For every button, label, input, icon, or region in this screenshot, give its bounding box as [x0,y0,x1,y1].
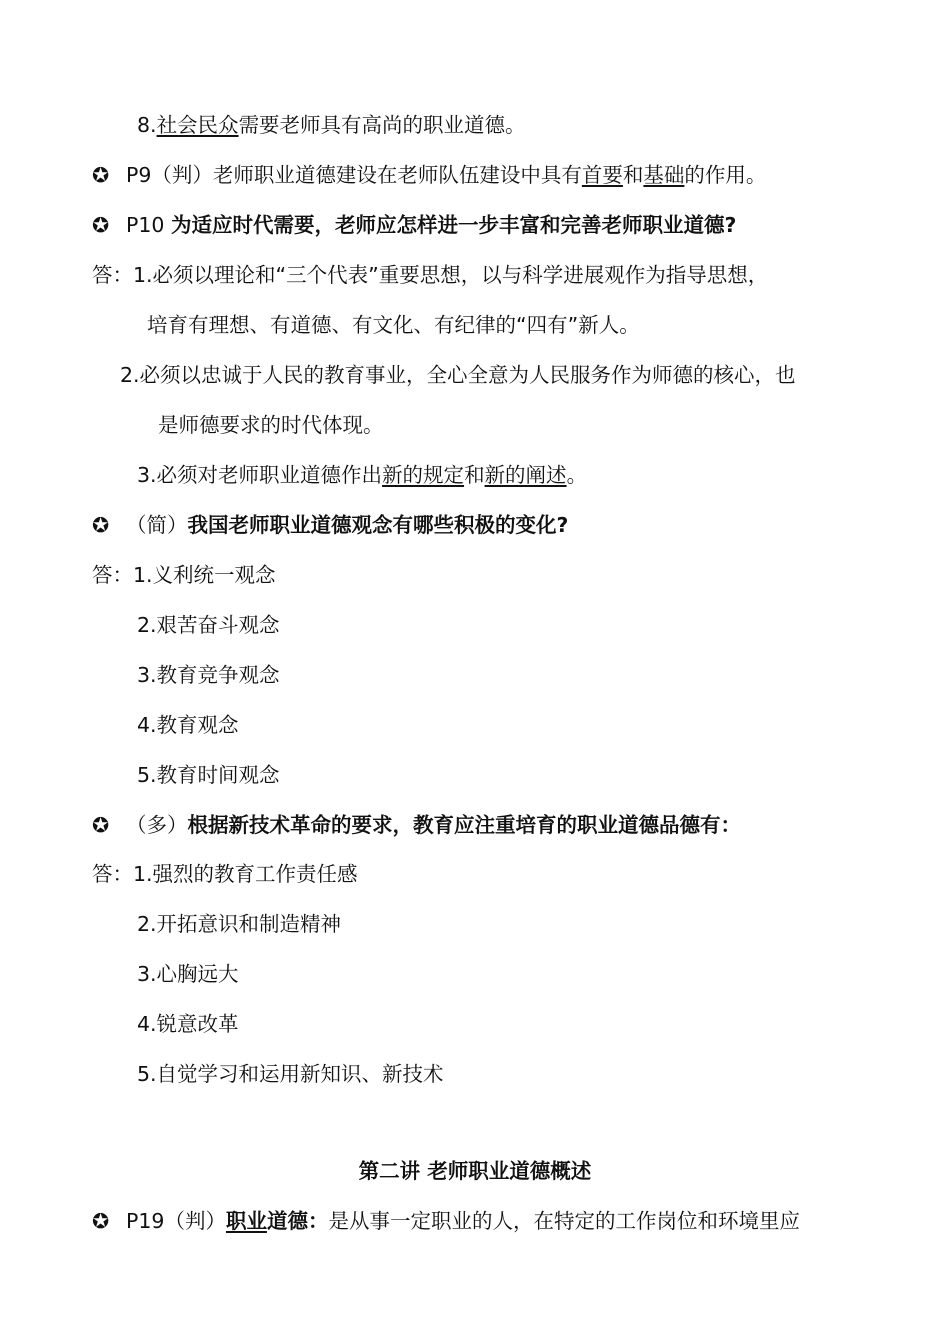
question-p10: ✪ P10 为适应时代需要，老师应怎样进一步丰富和完善老师职业道德? [92,210,736,240]
list-item: 3.心胸远大 [137,962,239,986]
underlined-term: 首要 [581,163,623,187]
underlined-term: 新的阐述 [484,463,567,487]
star-bullet-icon: ✪ [92,163,110,187]
answer-line: 3.必须对老师职业道德作出新的规定和新的阐述。 [137,463,588,487]
answer-line: 答：1.必须以理论和“三个代表”重要思想，以与科学进展观作为指导思想， [92,263,769,287]
answer-label: 答： [92,563,133,587]
underlined-term: 基础 [643,163,685,187]
list-item: 2.开拓意识和制造精神 [137,912,342,936]
list-item: 3.教育竞争观念 [137,663,280,687]
answer-line: 培育有理想、有道德、有文化、有纪律的“四有”新人。 [147,313,640,337]
star-bullet-icon: ✪ [92,1209,110,1233]
list-item: 5.教育时间观念 [137,763,280,787]
answer-label: 答： [92,862,133,886]
star-bullet-icon: ✪ [92,813,110,837]
answer-line: 2.必须以忠诚于人民的教育事业，全心全意为人民服务作为师德的核心，也 [120,363,796,387]
answer-line: 是师德要求的时代体现。 [158,413,384,437]
question-p9: ✪ P9（判）老师职业道德建设在老师队伍建设中具有首要和基础的作用。 [92,160,766,190]
underlined-term: 新的规定 [382,463,465,487]
list-item: 5.自觉学习和运用新知识、新技术 [137,1062,444,1086]
question-duo: ✪ （多）根据新技术革命的要求，教育应注重培育的职业道德品德有： [92,810,741,840]
section-title: 第二讲 老师职业道德概述 [358,1159,592,1183]
list-item: 8.社会民众需要老师具有高尚的职业道德。 [137,113,526,137]
underlined-term: 社会民众 [156,113,239,137]
list-item: 4.锐意改革 [137,1012,239,1036]
question-p19: ✪ P19（判）职业道德：是从事一定职业的人，在特定的工作岗位和环境里应 [92,1206,800,1236]
answer-line: 答：1.义利统一观念 [92,563,276,587]
answer-line: 答：1.强烈的教育工作责任感 [92,862,358,886]
answer-label: 答： [92,263,133,287]
list-item: 4.教育观念 [137,713,239,737]
question-jian: ✪ （简）我国老师职业道德观念有哪些积极的变化? [92,510,568,540]
underlined-term: 职业 [225,1209,267,1233]
star-bullet-icon: ✪ [92,213,110,237]
star-bullet-icon: ✪ [92,513,110,537]
list-item: 2.艰苦奋斗观念 [137,613,280,637]
